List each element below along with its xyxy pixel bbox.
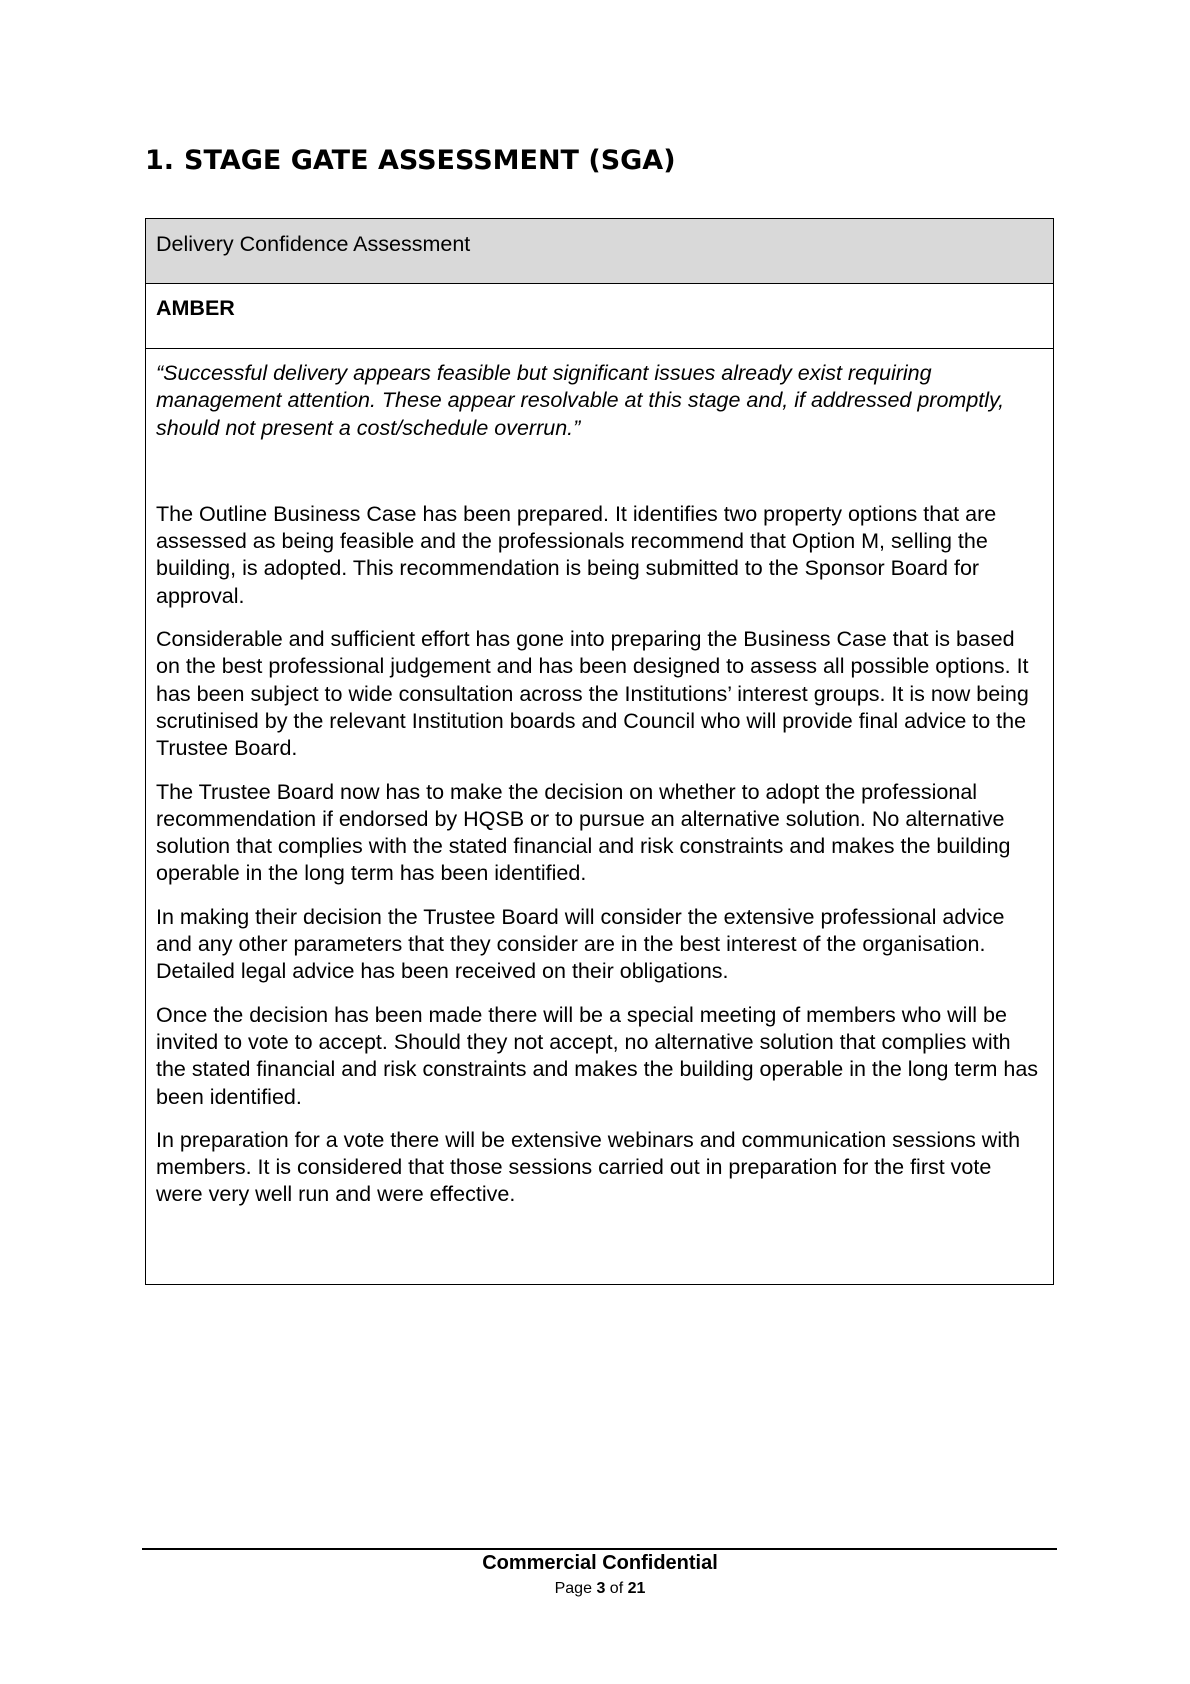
assessment-paragraph: Once the decision has been made there will be a special meeting of members who will be invited to vote to accept. Should they not accept, no alternative solution that complies with the stated financial and risk constraints and makes the building operable in the long term has been identified. [156, 1002, 1039, 1109]
footer-divider [142, 1548, 1057, 1550]
assessment-paragraph: The Trustee Board now has to make the decision on whether to adopt the professional recommendation if endorsed by HQSB or to pursue an alternative solution. No alternative solution that complies with the stated financial and risk constraints and makes the building operable in the long term has been identified. [156, 779, 1011, 886]
assessment-paragraph: In preparation for a vote there will be extensive webinars and communication sessions with members. It is considered that those sessions carried out in preparation for the first vote were very well run and were effective. [156, 1127, 1021, 1207]
assessment-paragraph: The Outline Business Case has been prepared. It identifies two property options that are assessed as being feasible and the professionals recommend that Option M, selling the building, is adopted. This recommendation is being submitted to the Sponsor Board for approval. [156, 501, 997, 608]
rating-value: AMBER [156, 296, 235, 320]
page-total: 21 [627, 1580, 646, 1597]
rating-definition-quote: “Successful delivery appears feasible but significant issues already exist requiring management attention. These appear resolvable at this stage and, if addressed promptly, should not present a cost/schedule overrun.” [156, 361, 1005, 440]
footer-confidentiality: Commercial Confidential [482, 1552, 718, 1574]
page-number [0, 1580, 1190, 1598]
assessment-paragraph: In making their decision the Trustee Board will consider the extensive professional advice and any other parameters that they consider are in the best interest of the organisation. Detailed legal advice has been received on their obligations. [156, 904, 1005, 984]
section-title: STAGE GATE ASSESSMENT (SGA) [184, 145, 676, 176]
assessment-body [146, 349, 1053, 1284]
section-heading [145, 145, 676, 176]
page-current: 3 [596, 1580, 606, 1597]
assessment-paragraph: Considerable and sufficient effort has gone into preparing the Business Case that is based on the best professional judgement and has been designed to assess all possible options. It has been subject to wide consultation across the Institutions’ interest groups. It is now being scrutinised by the relevant Institution boards and Council who will provide final advice to the Trustee Board. [156, 627, 1029, 761]
table-header-label: Delivery Confidence Assessment [156, 232, 471, 256]
page-of-word: of [609, 1580, 624, 1597]
delivery-confidence-table [145, 218, 1054, 1285]
page-word: Page [554, 1580, 592, 1597]
section-number: 1. [145, 145, 175, 176]
rating-row [146, 284, 1053, 349]
table-header-row [146, 219, 1053, 284]
